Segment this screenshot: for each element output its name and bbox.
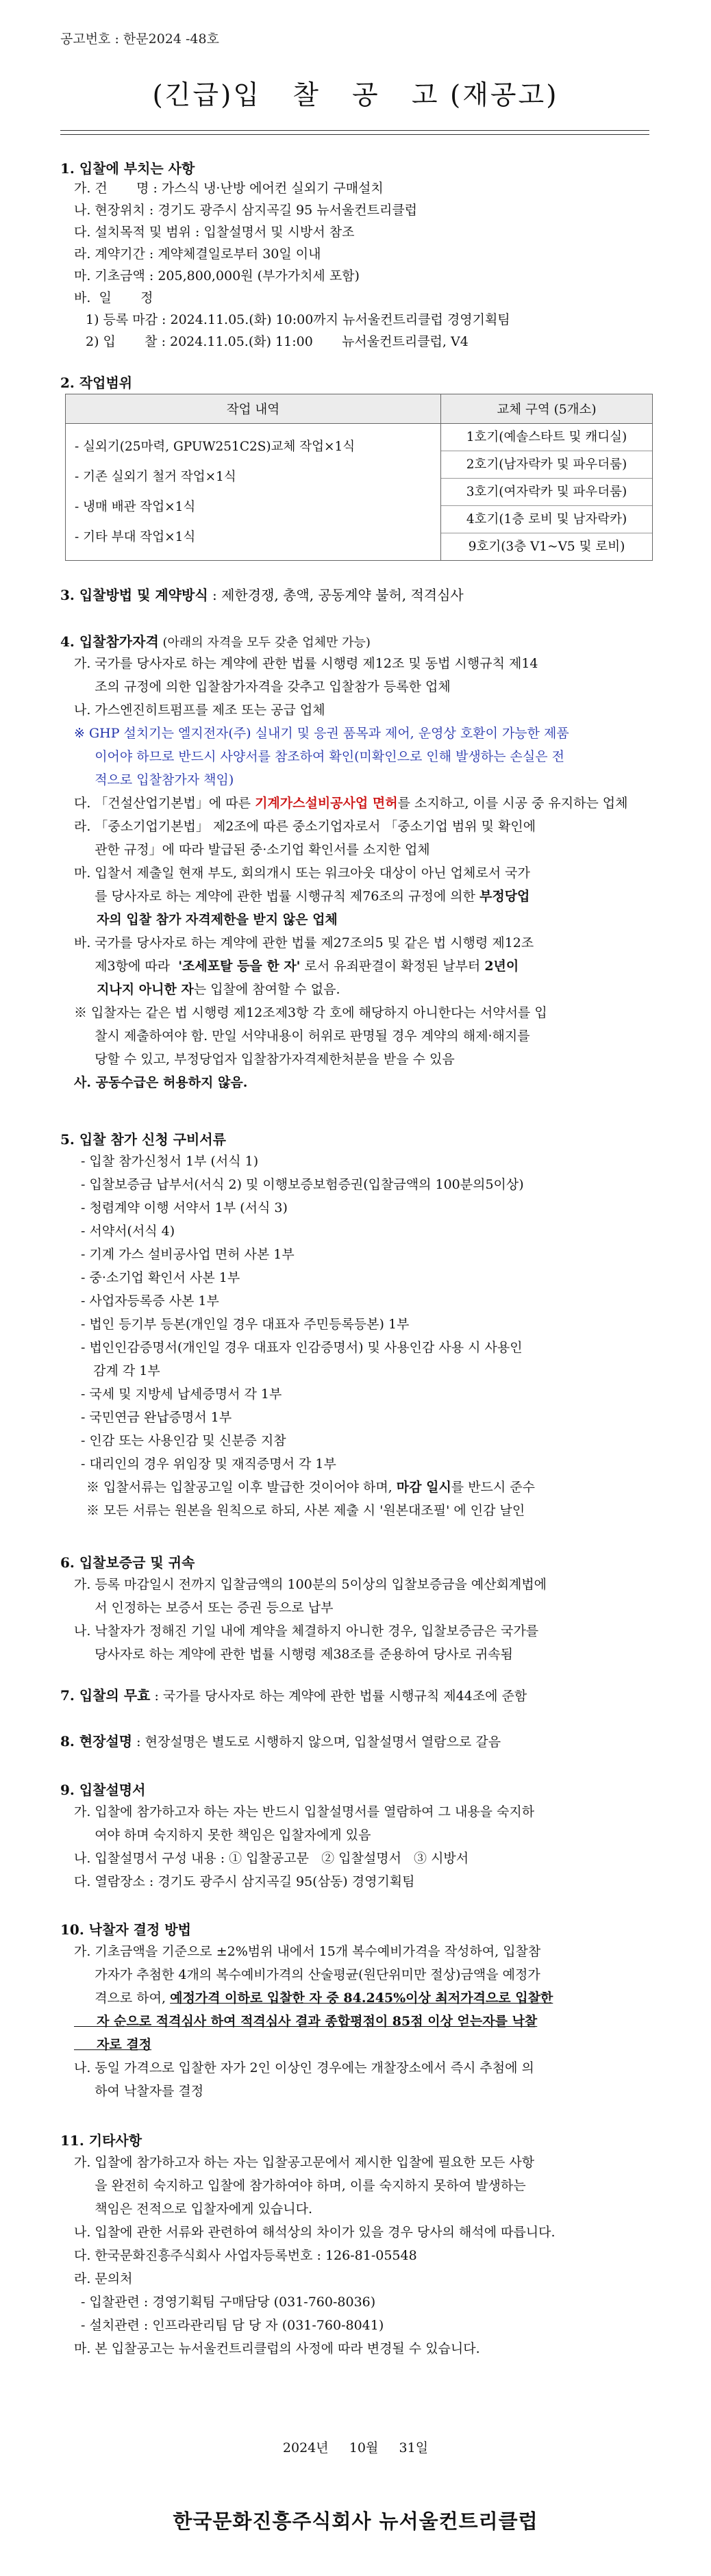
section-text: : 제한경쟁, 총액, 공동계약 불허, 적격심사: [208, 587, 464, 603]
section-heading: 5. 입찰 참가 신청 구비서류: [60, 1131, 226, 1148]
title-divider: [60, 134, 649, 135]
item-line: 여야 하며 숙지하지 못한 책임은 입찰자에게 있음: [74, 1828, 371, 1843]
note-line: 당할 수 있고, 부정당업자 입찰참가자격제한처분을 받을 수 있음: [74, 1052, 455, 1067]
emphasis-text: 기계가스설비공사업 면허: [255, 796, 398, 811]
work-scope-table: [65, 394, 653, 561]
page-title: (긴급)입 찰 공 고 (재공고): [152, 80, 559, 111]
item-line: 가자가 추첨한 4개의 복수예비가격의 산술평균(원단위미만 절상)금액을 예정가: [74, 1967, 540, 1982]
contact-line: - 설치관련 : 인프라관리팀 담 당 자 (031-760-8041): [81, 2318, 384, 2333]
section-text: : 국가를 당사자로 하는 계약에 관한 법률 시행규칙 제44조에 준함: [150, 1689, 527, 1704]
item-line: 다. 설치목적 및 범위 : 입찰설명서 및 시방서 참조: [74, 225, 355, 240]
emphasis-text: 예정가격 이하로 입찰한 자 중 84.245%이상 최저가격으로 입찰한: [170, 1991, 553, 2006]
section-3-line: [60, 586, 464, 604]
item-line: 사. 공동수급은 허용하지 않음.: [74, 1075, 248, 1090]
zone-item: 1호기(예솔스타트 및 캐디실): [441, 424, 652, 451]
text-part: 를 소지하고, 이를 시공 중 유지하는 업체: [397, 796, 628, 811]
zone-item: 9호기(3층 V1~V5 및 로비): [468, 540, 625, 554]
text-part: 다. 「건설산업기본법」에 따른: [74, 796, 255, 811]
list-item: - 법인인감증명서(개인일 경우 대표자 인감증명서) 및 사용인감 사용 시 사용인: [81, 1340, 523, 1355]
item-line: 자 순으로 적격심사 하여 적격심사 결과 종합평점이 85점 이상 얻는자를 낙찰: [74, 2014, 538, 2029]
item-line: 마. 기초금액 : 205,800,000원 (부가가치세 포함): [74, 268, 360, 283]
work-cell: [66, 424, 441, 561]
zone-item: 2호기(남자락카 및 파우더룸): [441, 451, 652, 479]
company-name: 한국문화진흥주식회사 뉴서울컨트리클럽: [173, 2510, 538, 2533]
item-line: 1) 등록 마감 : 2024.11.05.(화) 10:00까지 뉴서울컨트리클럽 경영기획팀: [86, 312, 510, 327]
section-9-body: [74, 1800, 534, 1893]
section-heading: 6. 입찰보증금 및 귀속: [60, 1554, 195, 1571]
item-line: 하여 낙찰자를 결정: [74, 2084, 204, 2099]
item-line: 가. 건 명 : 가스식 냉·난방 에어컨 실외기 구매설치: [74, 181, 384, 196]
item-line: 가. 기초금액을 기준으로 ±2%범위 내에서 15개 복수예비가격을 작성하여, 입찰참: [74, 1944, 541, 1959]
list-item: - 입찰보증금 납부서(서식 2) 및 이행보증보험증권(입찰금액의 100분의5이상): [81, 1177, 524, 1192]
work-item: - 실외기(25마력, GPUW251C2S)교체 작업×1식: [75, 439, 356, 454]
notice-number: 공고번호 : 한문2024 -48호: [60, 31, 219, 47]
item-line: [74, 792, 628, 815]
section-heading: 11. 기타사항: [60, 2132, 142, 2149]
item-line: 라. 문의처: [74, 2271, 133, 2286]
list-item: 감계 각 1부: [81, 1363, 160, 1378]
zone-item: 4호기(1층 로비 및 남자락카): [441, 506, 652, 533]
item-line: 마. 입찰서 제출일 현재 부도, 회의개시 또는 워크아웃 대상이 아닌 업체로서 국가: [74, 866, 530, 881]
item-line: 바. 일 정: [74, 290, 153, 305]
item-line: 라. 계약기간 : 계약체결일로부터 30일 이내: [74, 247, 321, 262]
emphasis-text: 부정당업: [479, 889, 530, 904]
item-line: 마. 본 입찰공고는 뉴서울컨트리클럽의 사정에 따라 변경될 수 있습니다.: [74, 2341, 480, 2356]
item-line: 나. 현장위치 : 경기도 광주시 삼지곡길 95 뉴서울컨트리클럽: [74, 203, 418, 218]
item-line: 나. 낙찰자가 정해진 기일 내에 계약을 체결하지 아니한 경우, 입찰보증금은 국가를: [74, 1624, 539, 1639]
section-heading: 1. 입찰에 부치는 사항: [60, 160, 195, 177]
section-heading: 3. 입찰방법 및 계약방식: [60, 587, 208, 603]
section-text: : 현장설명은 별도로 시행하지 않으며, 입찰설명서 열람으로 갈음: [132, 1734, 501, 1750]
section-heading: 2. 작업범위: [60, 375, 133, 391]
item-line: 관한 규정」에 따라 발급된 중·소기업 확인서를 소지한 업체: [74, 842, 430, 857]
text-part: 제3항에 따라: [74, 959, 179, 974]
list-item: - 서약서(서식 4): [81, 1224, 175, 1239]
section-heading: 10. 낙찰자 결정 방법: [60, 1921, 191, 1938]
note-line: 찰시 제출하여야 함. 만일 서약내용이 허위로 판명될 경우 계약의 해제·해지를: [74, 1028, 530, 1044]
item-line: 당사자로 하는 계약에 관한 법률 시행령 제38조를 준용하여 당사로 귀속됨: [74, 1647, 513, 1662]
item-line: [74, 978, 628, 1001]
note-line: ※ 입찰자는 같은 법 시행령 제12조제3항 각 호에 해당하지 아니한다는 서약서를 입: [74, 1005, 547, 1020]
list-item: - 대리인의 경우 위임장 및 재직증명서 각 1부: [81, 1456, 336, 1472]
note-line: 이어야 하므로 반드시 사양서를 참조하여 확인(미확인으로 인해 발생하는 손실은 전: [74, 749, 565, 764]
item-line: 다. 한국문화진흥주식회사 사업자등록번호 : 126-81-05548: [74, 2248, 417, 2263]
zone-item: 3호기(여자락카 및 파우더룸): [441, 479, 652, 506]
emphasis-text: 2년이: [484, 959, 519, 974]
item-line: 책임은 전적으로 입찰자에게 있습니다.: [74, 2201, 313, 2217]
section-10-body: [74, 1940, 553, 2103]
list-item: - 입찰 참가신청서 1부 (서식 1): [81, 1154, 259, 1169]
text-part: 를 반드시 준수: [451, 1480, 536, 1495]
item-line: 나. 입찰에 관한 서류와 관련하여 해석상의 차이가 있을 경우 당사의 해석에 따릅니다.: [74, 2225, 556, 2240]
list-item: - 사업자등록증 사본 1부: [81, 1293, 219, 1309]
emphasis-text: 마감 일시: [396, 1480, 451, 1495]
section-note: (아래의 자격을 모두 갖춘 업체만 가능): [158, 635, 371, 650]
section-4-heading-line: [60, 633, 371, 652]
section-heading: 9. 입찰설명서: [60, 1782, 146, 1798]
section-11-body: [74, 2151, 556, 2360]
column-header: 교체 구역 (5개소): [441, 394, 653, 424]
section-heading: 8. 현장설명: [60, 1733, 133, 1750]
work-item: - 기타 부대 작업×1식: [75, 529, 196, 544]
item-line: 가. 국가를 당사자로 하는 계약에 관한 법률 시행령 제12조 및 동법 시행규칙 제14: [74, 656, 538, 671]
section-4-body: [74, 652, 628, 1094]
zone-cell: [441, 424, 653, 561]
item-line: 2) 입 찰 : 2024.11.05.(화) 11:00 뉴서울컨트리클럽, V4: [86, 334, 469, 349]
note-line: ※ 모든 서류는 원본을 원칙으로 하되, 사본 제출 시 '원본대조필' 에 인감 날인: [86, 1503, 525, 1518]
item-line: 다. 열람장소 : 경기도 광주시 삼지곡길 95(삼동) 경영기획팀: [74, 1874, 415, 1889]
work-item: - 기존 실외기 철거 작업×1식: [75, 469, 236, 484]
item-line: 라. 「중소기업기본법」 제2조에 따른 중소기업자로서 「중소기업 범위 및 확인에: [74, 819, 536, 834]
list-item: - 청렴계약 이행 서약서 1부 (서식 3): [81, 1200, 288, 1215]
list-item: - 인감 또는 사용인감 및 신분증 지참: [81, 1433, 286, 1448]
list-item: - 국민연금 완납증명서 1부: [81, 1410, 232, 1425]
notice-date: 2024년 10월 31일: [282, 2440, 429, 2455]
title-divider: [60, 130, 649, 131]
list-item: - 중·소기업 확인서 사본 1부: [81, 1270, 240, 1285]
item-line: 자의 입찰 참가 자격제한을 받지 않은 업체: [74, 912, 338, 927]
note-line: 적으로 입찰참가자 책임): [74, 772, 234, 787]
item-line: 조의 규정에 의한 입찰참가자격을 갖추고 입찰참가 등록한 업체: [74, 679, 451, 694]
item-line: [74, 955, 628, 978]
text-part: 는 입찰에 참여할 수 없음.: [193, 982, 340, 997]
text-part: 를 당사자로 하는 계약에 관한 법률 시행규칙 제76조의 규정에 의한: [74, 889, 479, 904]
item-line: 나. 동일 가격으로 입찰한 자가 2인 이상인 경우에는 개찰장소에서 즉시 추첨에 의: [74, 2060, 534, 2075]
item-line: 가. 입찰에 참가하고자 하는 자는 반드시 입찰설명서를 열람하여 그 내용을 숙지하: [74, 1804, 535, 1819]
section-heading: 7. 입찰의 무효: [60, 1687, 151, 1704]
item-line: 서 인정하는 보증서 또는 증권 등으로 납부: [74, 1600, 334, 1615]
item-line: 나. 입찰설명서 구성 내용 : ① 입찰공고문 ② 입찰설명서 ③ 시방서: [74, 1851, 469, 1866]
list-item: - 기계 가스 설비공사업 면허 사본 1부: [81, 1247, 295, 1262]
item-line: 을 완전히 숙지하고 입찰에 참가하여야 하며, 이를 숙지하지 못하여 발생하는: [74, 2178, 526, 2193]
note-line: ※ GHP 설치기는 엘지전자(주) 실내기 및 응권 품목과 제어, 운영상 호환이 가능한 제품: [74, 726, 569, 741]
section-6-body: [74, 1573, 547, 1666]
item-line: 바. 국가를 당사자로 하는 계약에 관한 법률 제27조의5 및 같은 법 시행령 제12조: [74, 935, 534, 950]
section-5-body: [81, 1150, 535, 1522]
item-line: [74, 1986, 553, 2010]
note-line: [81, 1476, 535, 1499]
item-line: 가. 입찰에 참가하고자 하는 자는 입찰공고문에서 제시한 입찰에 필요한 모든 사항: [74, 2155, 535, 2170]
item-line: 가. 등록 마감일시 전까지 입찰금액의 100분의 5이상의 입찰보증금을 예산회계법에: [74, 1577, 547, 1592]
column-header: 작업 내역: [66, 394, 441, 424]
emphasis-text: 지나지 아니한 자: [74, 982, 194, 997]
section-8-line: [60, 1732, 501, 1751]
section-heading: 4. 입찰참가자격: [60, 633, 159, 650]
work-item: - 냉매 배관 작업×1식: [75, 499, 196, 514]
text-part: 로서 유죄판결이 확정된 날부터: [300, 959, 485, 974]
emphasis-text: '조세포탈 등을 한 자': [178, 959, 301, 974]
list-item: - 국세 및 지방세 납세증명서 각 1부: [81, 1387, 282, 1402]
item-line: 나. 가스엔진히트펌프를 제조 또는 공급 업체: [74, 703, 325, 718]
text-part: 격으로 하여,: [74, 1991, 171, 2006]
section-7-line: [60, 1687, 527, 1705]
item-line: [74, 885, 628, 908]
list-item: - 법인 등기부 등본(개인일 경우 대표자 주민등록등본) 1부: [81, 1317, 410, 1332]
text-part: ※ 입찰서류는 입찰공고일 이후 발급한 것이어야 하며,: [86, 1480, 397, 1495]
contact-line: - 입찰관련 : 경영기획팀 구매담당 (031-760-8036): [81, 2295, 376, 2310]
item-line: 자로 결정: [74, 2037, 152, 2052]
